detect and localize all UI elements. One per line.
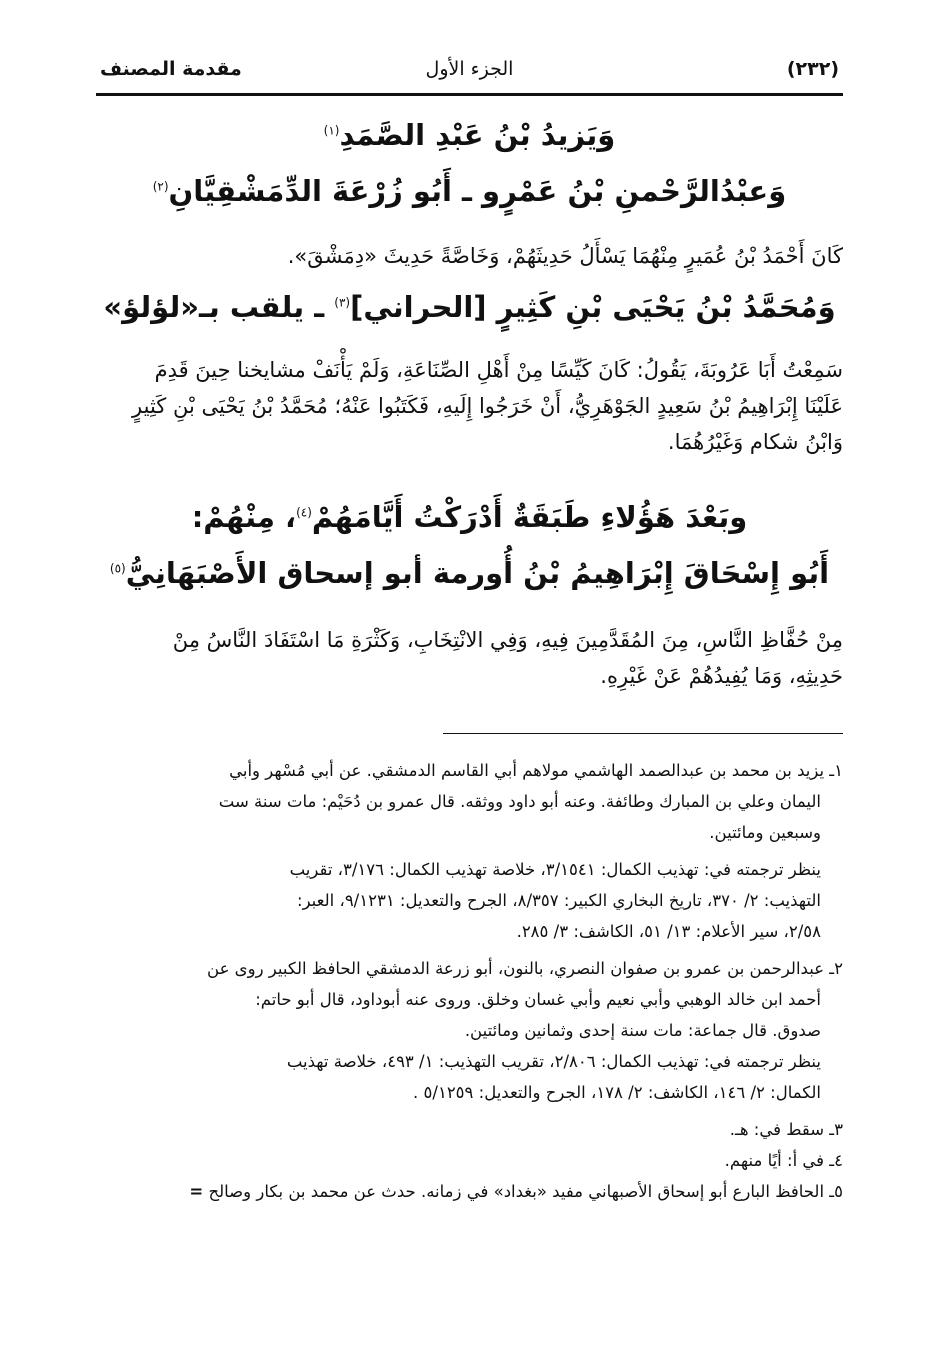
part-title: الجزء الأول [425, 58, 514, 80]
footnote-3: ٣ـ سقط في: هـ. [729, 1120, 843, 1139]
heading-yazid [96, 118, 843, 152]
heading-abdulrahman [96, 174, 843, 208]
footnote-1-line: وسبعين ومائتين. [709, 823, 821, 842]
footnote-5-text: ٥ـ الحافظ البارع أبو إسحاق الأصبهاني مفيد «بغداد» في زمانه. حدث عن محمد بن بكار وصالح [208, 1182, 843, 1201]
continuation-mark: = [189, 1182, 204, 1201]
section-title: مقدمة المصنف [100, 58, 242, 80]
footnote-1-refs: ٢/٥٨، سير الأعلام: ١٣/ ٥١، الكاشف: ٣/ ٢٨٥. [516, 922, 821, 941]
footnotes [96, 755, 843, 1207]
paragraph-huffaz [96, 622, 843, 694]
footnote-2-line: أحمد ابن خالد الوهبي وأبي نعيم وأبي غسان وخلق. وروى عنه أبوداود، قال أبو حاتم: [255, 990, 821, 1009]
footnote-2-line: صدوق. قال جماعة: مات سنة إحدى وثمانين ومائتين. [464, 1021, 821, 1040]
heading-later-generation-text: وبَعْدَ هَؤُلاءِ طَبَقَةٌ أَدْرَكْتُ أَيَّامَهُمْ [311, 500, 748, 534]
footnote-1-refs: التهذيب: ٢/ ٣٧٠، تاريخ البخاري الكبير: ٨/٣٥٧، الجرح والتعديل: ٩/١٢٣١، العبر: [297, 891, 821, 910]
page-number: ( ٢٣٢ ) [787, 58, 839, 80]
paragraph-line: مِنْ حُفَّاظِ النَّاسِ، مِنَ المُقَدَّمِينَ فِيهِ، وَفِي الانْتِخَابِ، وَكَثْرَةِ مَا اسْتَفَادَ النَّاسُ مِنْ [172, 628, 843, 652]
footnote-ref-3: (٣) [334, 295, 351, 310]
page-header [96, 52, 843, 92]
footnote-1-line: اليمان وعلي بن المبارك وطائفة. وعنه أبو داود ووثقه. قال عمرو بن دُحَيْم: مات سنة ست [218, 792, 821, 811]
heading-abu-ishaq [96, 556, 843, 590]
header-rule [96, 93, 843, 96]
paragraph-line: حَدِيثِهِ، وَمَا يُفِيدُهُمْ عَنْ غَيْرِهِ. [600, 664, 843, 688]
paragraph-line: سَمِعْتُ أَبَا عَرُوبَةَ، يَقُولُ: كَانَ كَيِّسًا مِنْ أَهْلِ الصِّنَاعَةِ، وَلَمْ يَأْنَفْ مشايخنا حِينَ قَدِمَ [154, 358, 843, 382]
footnote-2-refs: الكمال: ٢/ ١٤٦، الكاشف: ٢/ ١٧٨، الجرح والتعديل: ٥/١٢٥٩ . [413, 1083, 821, 1102]
heading-muhammad-text: وَمُحَمَّدُ بْنُ يَحْيَى بْنِ كَثِيرٍ [الحراني] [350, 290, 836, 324]
footnote-1-refs: ينظر ترجمته في: تهذيب الكمال: ٣/١٥٤١، خلاصة تهذيب الكمال: ٣/١٧٦، تقريب [289, 860, 821, 879]
footnote-ref-4: (٤) [296, 505, 312, 520]
footnote-2-line: ٢ـ عبدالرحمن بن عمرو بن صفوان النصري، بالنون، أبو زرعة الدمشقي الحافظ الكبير روى عن [207, 959, 843, 978]
footnote-ref-2: (٢) [152, 179, 169, 194]
paragraph-line: وَابْنُ شكام وَغَيْرُهُمَا. [667, 430, 843, 454]
heading-yazid-text: وَيَزيدُ بْنُ عَبْدِ الصَّمَدِ [339, 118, 616, 152]
footnote-separator [443, 733, 843, 734]
heading-muhammad [96, 290, 843, 324]
footnote-1-line: ١ـ يزيد بن محمد بن عبدالصمد الهاشمي مولاهم أبي القاسم الدمشقي. عن أبي مُسْهر وأبي [229, 761, 843, 780]
heading-abdulrahman-text: وَعبْدُالرَّحْمنِ بْنُ عَمْرٍو ـ أَبُو زُرْعَةَ الدِّمَشْقِيَّانِ [168, 174, 787, 208]
footnote-ref-1: (١) [323, 123, 340, 138]
paragraph-line: عَلَيْنَا إِبْرَاهِيمُ بْنُ سَعِيدٍ الجَوْهَرِيُّ، أَنْ خَرَجُوا إِلَيهِ، فَكَتَبُوا عَنْهُ؛ مُحَمَّدُ بْنُ يَحْيَى بْنِ كَثِيرٍ [132, 394, 843, 418]
heading-later-generation-tail: ، مِنْهُمْ: [191, 500, 297, 534]
paragraph-abu-aruba [96, 352, 843, 460]
heading-muhammad-laqab: ـ يلقب بـ«لؤلؤ» [103, 290, 325, 324]
paragraph-ahmad [96, 238, 843, 274]
heading-abu-ishaq-text: أَبُو إِسْحَاقَ إِبْرَاهِيمُ بْنُ أُورمة أبو إسحاق الأَصْبَهَانِيُّ [125, 556, 830, 590]
footnote-2-refs: ينظر ترجمته في: تهذيب الكمال: ٢/٨٠٦، تقريب التهذيب: ١/ ٤٩٣، خلاصة تهذيب [286, 1052, 821, 1071]
paragraph-line: كَانَ أَحْمَدُ بْنُ عُمَيرٍ مِنْهُمَا يَسْأَلُ حَدِيثَهُمْ، وَخَاصَّةً حَدِيثَ «دِمَشْقَ». [287, 244, 843, 268]
heading-later-generation [96, 500, 843, 534]
footnote-ref-5: (٥) [109, 561, 126, 576]
footnote-5 [96, 1176, 843, 1207]
footnote-4: ٤ـ في أ: أيًا منهم. [724, 1151, 843, 1170]
